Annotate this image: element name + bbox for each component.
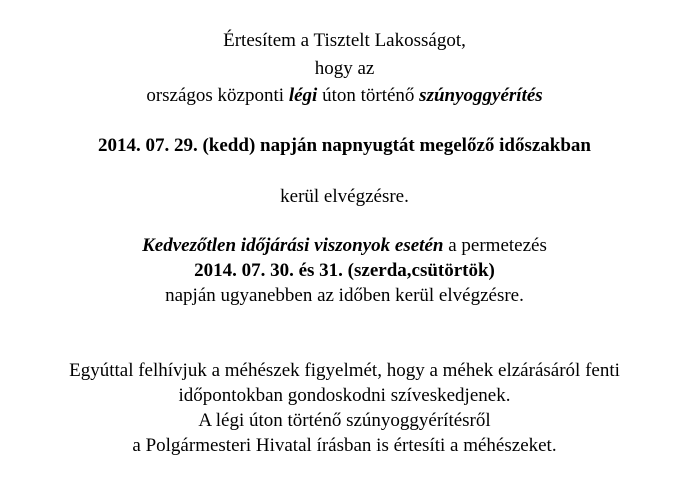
bad-weather-emphasis: Kedvezőtlen időjárási viszonyok esetén <box>142 235 444 256</box>
alternative-condition-rest: a permetezés <box>443 235 547 256</box>
alternative-date-line: 2014. 07. 30. és 31. (szerda,csütörtök) <box>194 260 495 281</box>
intro-line: hogy az <box>314 58 375 79</box>
aerial-emphasis: légi <box>288 85 318 106</box>
alternative-condition-line <box>0 235 689 257</box>
spraying-description-part3: úton történő <box>317 85 420 106</box>
alternative-completion-line: napján ugyanebben az időben kerül elvégzésre. <box>165 285 524 306</box>
completion-line: kerül elvégzésre. <box>280 186 409 207</box>
spraying-description-line <box>0 85 689 107</box>
main-date-line: 2014. 07. 29. (kedd) napján napnyugtát megelőző időszakban <box>97 135 592 156</box>
beekeepers-line-3: A légi úton történő szúnyoggyérítésről <box>198 410 491 431</box>
spraying-description-part1: országos központi <box>146 85 289 106</box>
greeting-line: Értesítem a Tisztelt Lakosságot, <box>223 30 466 51</box>
beekeepers-line-4: a Polgármesteri Hivatal írásban is értesíti a méhészeket. <box>132 435 557 456</box>
mosquito-control-emphasis: szúnyoggyérítés <box>419 85 543 106</box>
beekeepers-line-1: Egyúttal felhívjuk a méhészek figyelmét, hogy a méhek elzárásáról fenti <box>69 360 620 381</box>
beekeepers-line-2: időpontokban gondoskodni szíveskedjenek. <box>178 385 511 406</box>
